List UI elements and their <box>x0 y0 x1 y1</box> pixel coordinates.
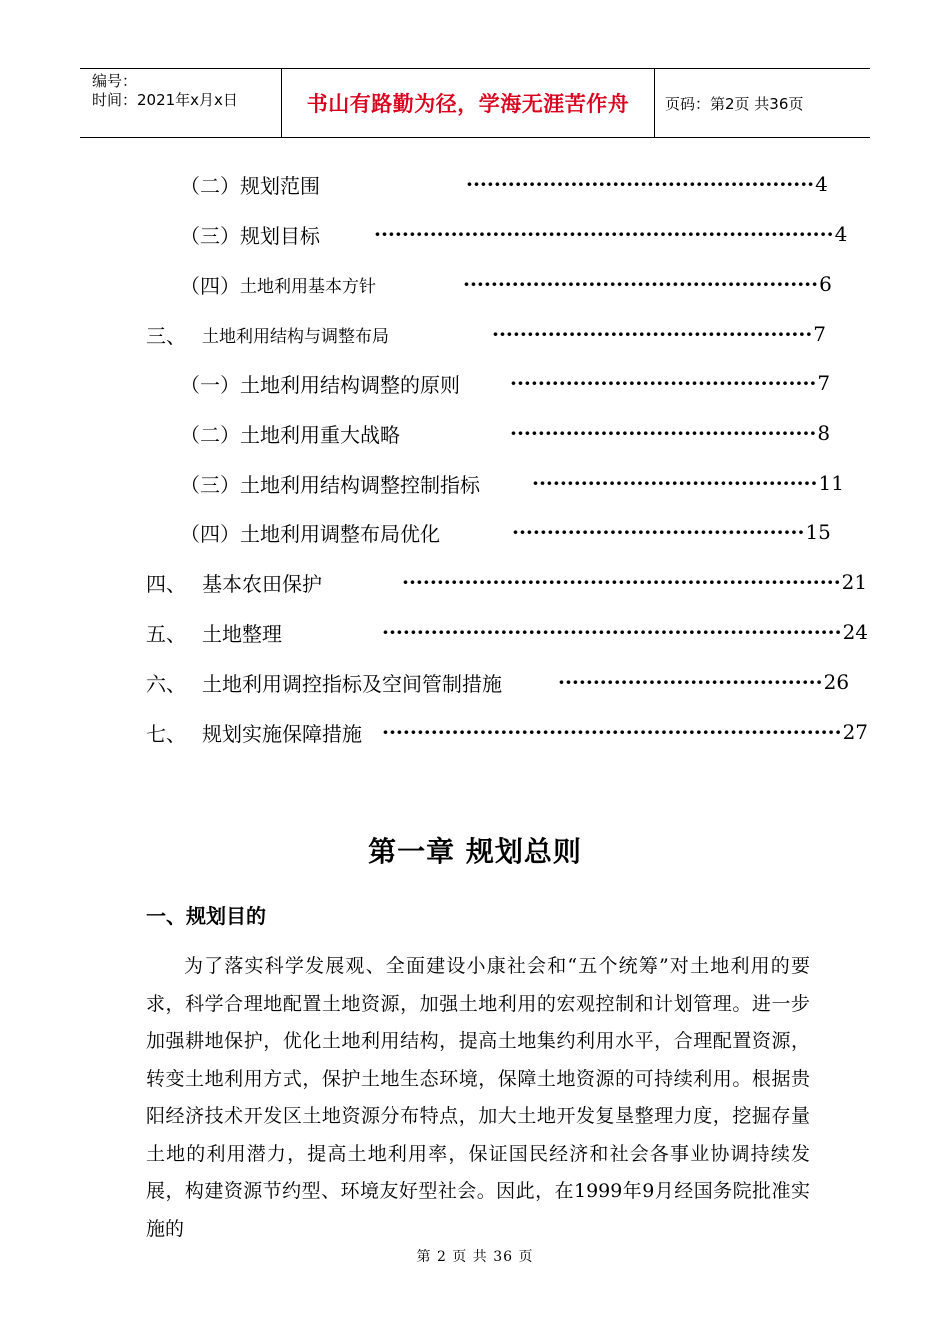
toc-dots: ············································ <box>510 371 817 395</box>
toc-page-number: 15 <box>805 520 831 544</box>
toc-dots: ·········································· <box>512 520 805 544</box>
toc-leader <box>374 219 848 249</box>
toc-entry[interactable] <box>180 418 400 448</box>
toc-entry[interactable] <box>180 368 460 398</box>
toc-dots: ······································ <box>558 670 823 694</box>
toc-entry-number: 三、 <box>146 323 186 348</box>
toc-entry-title: 规划实施保障措施 <box>202 721 362 746</box>
toc-entry-title: 土地整理 <box>202 621 282 646</box>
toc-entry-number: （三） <box>180 223 240 248</box>
toc-entry-title: 土地利用结构与调整布局 <box>202 326 389 347</box>
toc-entry-title: 基本农田保护 <box>202 571 322 596</box>
toc-page-number: 4 <box>815 172 828 196</box>
code-label: 编号： <box>92 72 138 90</box>
toc-page-number: 27 <box>842 720 869 744</box>
toc-entry-number: （二） <box>180 422 240 447</box>
toc-dots: ·································································· <box>374 222 834 246</box>
toc-entry-title: 土地利用调控指标及空间管制措施 <box>202 671 502 696</box>
header-motto: 书山有路勤为径，学海无涯苦作舟 <box>282 69 655 137</box>
toc-entry-title: 规划范围 <box>240 173 320 198</box>
toc-dots: ········································· <box>532 471 818 495</box>
toc-entry-number: （四） <box>180 521 240 546</box>
toc-entry-title: 规划目标 <box>240 223 320 248</box>
toc-entry[interactable] <box>146 667 502 697</box>
header-meta <box>80 69 282 137</box>
toc-entry-title: 土地利用基本方针 <box>240 276 376 297</box>
toc-entry-title: 土地利用结构调整控制指标 <box>240 472 480 497</box>
toc-entry-number: 七、 <box>146 721 186 746</box>
toc-entry[interactable] <box>146 717 362 747</box>
toc-entry-number: 六、 <box>146 671 186 696</box>
toc-entry[interactable] <box>146 319 389 349</box>
toc-entry-number: （四） <box>180 273 240 298</box>
toc-entry[interactable] <box>180 269 376 299</box>
chapter-title: 第一章 规划总则 <box>368 835 582 868</box>
toc-leader <box>532 468 844 498</box>
toc-dots: ·································································· <box>382 620 842 644</box>
date-label: 时间：2021年x月x日 <box>92 91 238 109</box>
toc-page-number: 4 <box>834 222 848 246</box>
toc-entry-title: 土地利用结构调整的原则 <box>240 372 460 397</box>
toc-leader <box>463 269 832 299</box>
toc-leader <box>492 319 827 349</box>
header-page-info: 页码：第2页 共36页 <box>665 94 804 113</box>
toc-entry[interactable] <box>180 468 480 498</box>
toc-entry[interactable] <box>180 517 440 547</box>
toc-leader <box>466 169 828 199</box>
body-paragraph: 为了落实科学发展观、全面建设小康社会和“五个统筹”对土地利用的要求，科学合理地配置土地资源，加强土地利用的宏观控制和计划管理。进一步加强耕地保护，优化土地利用结构，提高土地集约利用水平，合理配置资源，转变土地利用方式，保护土地生态环境，保障土地资源的可持续利用。根据贵阳经济技术开发区土地资源分布特点，加大土地开发复垦整理力度，挖掘存量土地的利用潜力，提高土地利用率，保证国民经济和社会各事业协调持续发展，构建资源节约型、环境友好型社会。因此，在1999年9月经国务院批准实施的 <box>146 955 810 1240</box>
toc-dots: ·································································· <box>382 720 842 744</box>
toc-page-number: 21 <box>841 570 868 594</box>
toc-dots: ············································ <box>510 421 817 445</box>
toc-dots: ··················································· <box>463 272 819 296</box>
toc-leader <box>382 717 869 747</box>
toc-entry-title: 土地利用重大战略 <box>240 422 400 447</box>
toc-entry[interactable] <box>180 169 320 199</box>
toc-page-number: 7 <box>817 371 831 395</box>
page-footer: 第 2 页 共 36 页 <box>416 1249 534 1265</box>
toc-page-number: 26 <box>823 670 850 694</box>
toc-leader <box>382 617 869 647</box>
toc-leader <box>402 567 868 597</box>
toc-entry-number: （三） <box>180 472 240 497</box>
toc-entry[interactable] <box>180 219 320 249</box>
section-title: 一、规划目的 <box>146 904 266 928</box>
toc-page-number: 6 <box>819 272 832 296</box>
toc-dots: ·················································· <box>466 172 815 196</box>
toc-page-number: 24 <box>842 620 869 644</box>
toc-leader <box>558 667 850 697</box>
toc-entry-number: （一） <box>180 372 240 397</box>
toc-leader <box>512 517 831 547</box>
toc-entry[interactable] <box>146 617 282 647</box>
toc-leader <box>510 418 831 448</box>
toc-entry[interactable] <box>146 567 322 597</box>
toc-page-number: 11 <box>818 471 844 495</box>
toc-leader <box>510 368 831 398</box>
toc-dots: ······························································· <box>402 570 841 594</box>
page-header <box>80 68 870 138</box>
toc-entry-number: 四、 <box>146 571 186 596</box>
toc-entry-number: 五、 <box>146 621 186 646</box>
toc-entry-title: 土地利用调整布局优化 <box>240 521 440 546</box>
toc-dots: ·············································· <box>492 322 813 346</box>
toc-page-number: 8 <box>817 421 831 445</box>
toc-entry-number: （二） <box>180 173 240 198</box>
toc-page-number: 7 <box>813 322 827 346</box>
